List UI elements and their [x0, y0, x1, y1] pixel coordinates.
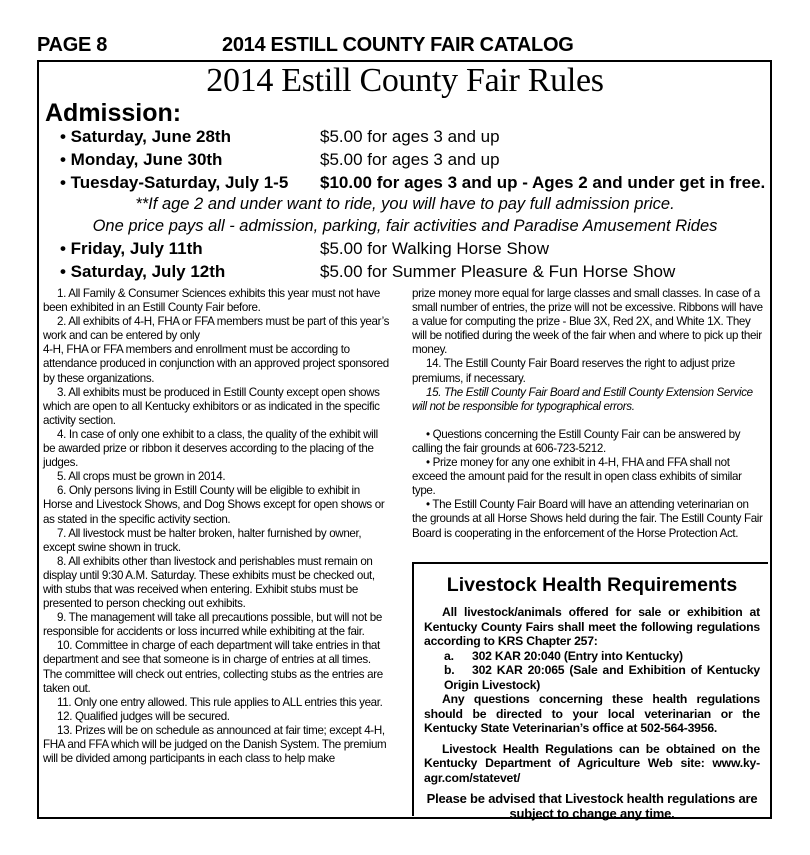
rule-item: 7. All livestock must be halter broken, halter furnished by owner, except swine shown in truck.: [43, 526, 362, 554]
rule-item: 1. All Family & Consumer Sciences exhibits this year must not have been exhibited in an Estill County Fair before.: [43, 287, 380, 315]
rule-item: 6. Only persons living in Estill County will be eligible to exhibit in Horse and Livestock Shows, and Dog Shows except for open shows or as stated in the specific activity section.: [43, 484, 385, 526]
admission-line: [60, 262, 675, 282]
health-title: Livestock Health Requirements: [446, 574, 738, 596]
rule-item: 11. Only one entry allowed. This rule applies to ALL entries this year.: [57, 695, 383, 709]
admission-day: • Saturday, July 12th: [60, 262, 226, 281]
health-item-a: [424, 649, 760, 664]
rules-left-column: [43, 287, 390, 766]
health-intro: All livestock/animals offered for sale or exhibition at Kentucky County Fairs shall meet the following regulations according to KRS Chapter 257:: [424, 605, 760, 648]
admission-day: • Saturday, June 28th: [60, 127, 231, 146]
rule-item: 4-H, FHA or FFA members and enrollment must be according to attendance produced in conjunction with an approved project sponsored by these organizations.: [43, 343, 389, 385]
rule-item: 8. All exhibits other than livestock and perishables must remain on display until 9:30 A.M. Saturday. These exhibits must be checked out, with stubs that was received when entering. Exhibit stubs must be presented to person checking out exhibits.: [43, 554, 375, 611]
rule-item: 12. Qualified judges will be secured.: [57, 709, 230, 723]
admission-line: [60, 173, 765, 193]
admission-price: $5.00 for Summer Pleasure & Fun Horse Show: [320, 262, 676, 281]
rule-item: 3. All exhibits must be produced in Estill County except open shows which are open to all Kentucky exhibitors or as indicated in the specific activity section.: [43, 385, 380, 427]
admission-price: $10.00 for ages 3 and up - Ages 2 and under get in free.: [320, 173, 766, 192]
rule-item: 13. Prizes will be on schedule as announced at fair time; except 4-H, FHA and FFA which will be judged on the Danish System. The premium will be divided among participants in each class to help make: [43, 723, 387, 766]
price-note: One price pays all - admission, parking, fair activities and Paradise Amusement Rides: [92, 217, 718, 235]
admission-heading: Admission:: [45, 99, 182, 127]
admission-day: • Friday, July 11th: [60, 239, 203, 258]
rule-item: 2. All exhibits of 4-H, FHA or FFA members must be part of this year’s work and can be entered by only: [43, 315, 390, 343]
info-bullet: • Questions concerning the Estill County Fair can be answered by calling the fair grounds at 606-723-5212.: [412, 427, 741, 455]
item-key: b.: [444, 663, 455, 677]
page-number: PAGE 8: [37, 34, 108, 56]
admission-price: $5.00 for ages 3 and up: [320, 150, 500, 169]
admission-price: $5.00 for Walking Horse Show: [320, 239, 549, 258]
rule-item: 14. The Estill County Fair Board reserves the right to adjust prize premiums, if necessary.: [412, 357, 735, 385]
item-key: a.: [444, 648, 454, 663]
rule-continuation: prize money more equal for large classes and small classes. In case of a small number of entries, the prize will not be excessive. Ribbons will have a value for computing the prize - Blue 3X, Red 2X, and White 1X. They will be notified during the week of the fair when and where to pick up their money.: [412, 287, 763, 357]
admission-day: • Tuesday-Saturday, July 1-5: [60, 173, 289, 192]
health-web: Livestock Health Regulations can be obtained on the Kentucky Department of Agriculture Web site: www.ky-agr.com/statevet/: [424, 741, 760, 785]
admission-price: $5.00 for ages 3 and up: [320, 127, 500, 146]
rule-item: 9. The management will take all precautions possible, but will not be responsible for accidents or loss incurred while exhibiting at the fair.: [43, 611, 382, 639]
rule-item: 10. Committee in charge of each department will take entries in that department and see that someone is in charge of entries at all times. The committee will check out entries, collecting stubs as the entries are taken out.: [43, 639, 383, 695]
health-questions: Any questions concerning these health regulations should be directed to your local veterinarian or the Kentucky State Veterinarian’s office at 502-564-3956.: [424, 692, 760, 735]
admission-line: [60, 127, 500, 147]
rule-item: 5. All crops must be grown in 2014.: [57, 470, 226, 484]
catalog-title: 2014 ESTILL COUNTY FAIR CATALOG: [222, 34, 574, 56]
livestock-health-box: [412, 562, 768, 821]
page-title: 2014 Estill County Fair Rules: [206, 62, 604, 99]
rules-right-column: [412, 287, 766, 541]
admission-line: [60, 239, 549, 259]
health-advise: Please be advised that Livestock health regulations are subject to change any time.: [426, 791, 758, 821]
rule-item: 4. In case of only one exhibit to a class, the quality of the exhibit will be awarded prize or ribbon it deserves according to the placing of the judges.: [43, 427, 378, 470]
info-bullet: • Prize money for any one exhibit in 4-H, FHA and FFA shall not exceed the amount paid for the result in open class exhibits of similar type.: [412, 456, 742, 498]
item-text: 302 KAR 20:040 (Entry into Kentucky): [472, 648, 683, 663]
rule-item: 15. The Estill County Fair Board and Estill County Extension Service will not be responsible for typographical errors.: [412, 385, 753, 413]
ride-note: **If age 2 and under want to ride, you will have to pay full admission price.: [135, 195, 675, 213]
info-bullet: • The Estill County Fair Board will have an attending veterinarian on the grounds at all Horse Shows held during the fair. The Estill County Fair Board is cooperating in the enforcement of the Horse Protection Act.: [412, 498, 763, 540]
admission-day: • Monday, June 30th: [60, 150, 223, 169]
item-text: 302 KAR 20:065 (Sale and Exhibition of Kentucky Origin Livestock): [444, 663, 760, 692]
health-item-b: [424, 663, 760, 692]
admission-line: [60, 150, 500, 170]
